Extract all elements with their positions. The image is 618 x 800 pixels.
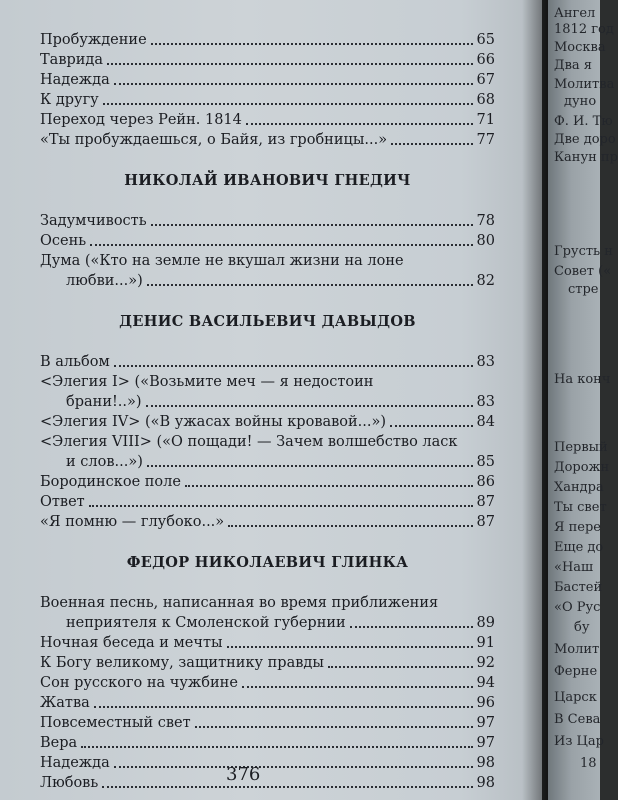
toc-entry: [40, 412, 495, 432]
toc-entry-page: 94: [476, 675, 495, 691]
toc-entry: [40, 492, 495, 512]
toc-entry-page: 86: [476, 474, 495, 490]
facing-page-fragment: В Сева: [554, 712, 601, 727]
toc-entry: [40, 633, 495, 653]
toc-entry-page: 91: [476, 635, 495, 651]
toc-entry: [40, 472, 495, 492]
toc-entry-title: Задумчивость: [40, 213, 147, 229]
toc-entry-title: <Элегия VIII> («О пощади! — Зачем волшебство ласк: [40, 434, 458, 450]
toc-section: [40, 554, 495, 793]
toc-entry-page: 97: [476, 715, 495, 731]
toc-entry: [40, 30, 495, 50]
toc-entry-page: 65: [476, 32, 495, 48]
toc-entry: [40, 231, 495, 251]
dot-leader: [227, 646, 473, 648]
dot-leader: [147, 465, 473, 467]
toc-entry-title: Военная песнь, написанная во время приближения: [40, 595, 439, 611]
toc-entry: [40, 432, 495, 452]
facing-page-fragment: 1812 год: [554, 22, 614, 37]
dot-leader: [81, 746, 472, 748]
facing-page-fragment: Бастей: [554, 580, 603, 595]
facing-page-fragment: Царск: [554, 690, 597, 705]
toc-entry-title: Переход через Рейн. 1814: [40, 112, 242, 128]
toc-entry-page: 96: [476, 695, 495, 711]
facing-page-fragment: Ф. И. Тю: [554, 114, 613, 129]
dot-leader: [114, 365, 473, 367]
author-heading: НИКОЛАЙ ИВАНОВИЧ ГНЕДИЧ: [124, 172, 411, 189]
toc-entry-title: Таврида: [40, 52, 103, 68]
toc-entry-title: К Богу великому, защитнику правды: [40, 655, 324, 671]
dot-leader: [147, 284, 473, 286]
toc-entry-page: 98: [476, 755, 495, 771]
author-heading: ФЕДОР НИКОЛАЕВИЧ ГЛИНКА: [126, 554, 409, 571]
facing-page-fragment: Ангел: [554, 6, 596, 21]
toc-entry-title: «Я помню — глубоко...»: [40, 514, 225, 530]
toc-entry-title-cont: брани!..»): [66, 394, 142, 410]
toc-entry-page: 89: [476, 615, 495, 631]
toc-entry: [40, 733, 495, 753]
toc-entry: [40, 352, 495, 372]
toc-entry-continuation: [40, 452, 495, 472]
toc-entry-page: 83: [476, 354, 495, 370]
toc-entry-continuation: [40, 271, 495, 291]
dot-leader: [90, 244, 472, 246]
toc-entry-page: 78: [476, 213, 495, 229]
toc-entry-title: <Элегия I> («Возьмите меч — я недостоин: [40, 374, 374, 390]
dot-leader: [102, 786, 472, 788]
dot-leader: [107, 63, 473, 65]
table-of-contents: [40, 30, 495, 793]
facing-page-fragment: Ты свет: [554, 500, 607, 515]
toc-entry-title-cont: любви...»): [66, 273, 143, 289]
dot-leader: [94, 706, 473, 708]
facing-page-fragment: «Наш: [554, 560, 594, 575]
toc-entry-title-cont: неприятеля к Смоленской губернии: [66, 615, 346, 631]
toc-entry-page: 84: [476, 414, 495, 430]
toc-entry-title: Надежда: [40, 72, 110, 88]
toc-entry-title-cont: и слов...»): [66, 454, 143, 470]
toc-entry: [40, 773, 495, 793]
facing-page-fragment: Первый: [554, 440, 608, 455]
toc-entry: [40, 673, 495, 693]
toc-entry-title: Надежда: [40, 755, 110, 771]
dot-leader: [185, 485, 473, 487]
facing-page-fragment: Канун пр: [554, 150, 618, 165]
dot-leader: [151, 224, 473, 226]
facing-page-fragment: бу: [574, 620, 590, 635]
toc-entry-page: 82: [476, 273, 495, 289]
toc-entry-page: 87: [476, 514, 495, 530]
toc-entry-page: 98: [476, 775, 495, 791]
toc-entry: [40, 90, 495, 110]
toc-entry-title: К другу: [40, 92, 99, 108]
facing-page-fragment: Еще до: [554, 540, 604, 555]
dot-leader: [228, 525, 472, 527]
toc-entry: [40, 50, 495, 70]
facing-page-fragment: Москва: [554, 40, 606, 55]
dot-leader: [350, 626, 473, 628]
toc-entry-page: 83: [476, 394, 495, 410]
toc-entry-title: Жатва: [40, 695, 90, 711]
toc-entry: [40, 211, 495, 231]
facing-page-fragment: Две доро: [554, 132, 616, 147]
facing-page-fragment: Из Цар: [554, 734, 604, 749]
toc-entry-title: Сон русского на чужбине: [40, 675, 238, 691]
facing-page-fragment: дуно: [564, 94, 597, 109]
dot-leader: [242, 686, 473, 688]
toc-entry: [40, 251, 495, 271]
dot-leader: [146, 405, 473, 407]
author-heading: ДЕНИС ВАСИЛЬЕВИЧ ДАВЫДОВ: [119, 313, 416, 330]
toc-entry-title: Бородинское поле: [40, 474, 181, 490]
toc-entry-title: Повсеместный свет: [40, 715, 191, 731]
toc-entry-title: Пробуждение: [40, 32, 147, 48]
toc-entry: [40, 693, 495, 713]
toc-entry: [40, 512, 495, 532]
toc-entry-title: «Ты пробуждаешься, о Байя, из гробницы...»: [40, 132, 388, 148]
toc-entry-page: 71: [476, 112, 495, 128]
toc-entry-page: 67: [476, 72, 495, 88]
toc-entry-page: 87: [476, 494, 495, 510]
toc-entry-page: 66: [476, 52, 495, 68]
toc-entry: [40, 130, 495, 150]
toc-entry: [40, 593, 495, 613]
toc-entry-title: Ответ: [40, 494, 85, 510]
toc-entry-page: 80: [476, 233, 495, 249]
toc-section: [40, 30, 495, 150]
facing-page-fragment: На конч: [554, 372, 611, 387]
toc-entry: [40, 70, 495, 90]
dot-leader: [328, 666, 473, 668]
facing-page: [548, 0, 618, 800]
toc-entry: [40, 372, 495, 392]
facing-page-fragment: 18: [580, 756, 597, 771]
toc-entry: [40, 713, 495, 733]
facing-page-fragment: «О Рус: [554, 600, 601, 615]
page-number: 376: [226, 764, 261, 785]
dot-leader: [114, 83, 473, 85]
facing-page-fragment: Грусть н: [554, 244, 613, 259]
toc-entry-page: 92: [476, 655, 495, 671]
toc-section: [40, 172, 495, 291]
toc-entry-title: Дума («Кто на земле не вкушал жизни на лоне: [40, 253, 404, 269]
toc-entry-continuation: [40, 613, 495, 633]
toc-entry: [40, 110, 495, 130]
facing-page-fragment: стре: [568, 282, 599, 297]
toc-entry-title: В альбом: [40, 354, 110, 370]
toc-entry-page: 85: [476, 454, 495, 470]
toc-entry: [40, 653, 495, 673]
toc-entry-title: Ночная беседа и мечты: [40, 635, 223, 651]
dot-leader: [89, 505, 473, 507]
facing-page-fragment: Совет («: [554, 264, 612, 279]
dot-leader: [103, 103, 473, 105]
dot-leader: [114, 766, 473, 768]
dot-leader: [246, 123, 473, 125]
facing-page-fragment: Молитва: [554, 77, 615, 92]
facing-page-fragment: Два я: [554, 58, 592, 73]
dot-leader: [195, 726, 473, 728]
dot-leader: [390, 425, 473, 427]
toc-entry: [40, 753, 495, 773]
toc-entry-title: <Элегия IV> («В ужасах войны кровавой...»): [40, 414, 387, 430]
facing-page-fragment: Хандра: [554, 480, 604, 495]
toc-entry-title: Любовь: [40, 775, 99, 791]
toc-section: [40, 313, 495, 532]
dot-leader: [391, 143, 472, 145]
toc-entry-continuation: [40, 392, 495, 412]
toc-entry-title: Осень: [40, 233, 87, 249]
toc-entry-page: 97: [476, 735, 495, 751]
facing-page-fragment: Я пере: [554, 520, 602, 535]
facing-page-fragment: Дорожн: [554, 460, 610, 475]
facing-page-fragment: Молит: [554, 642, 600, 657]
dot-leader: [151, 43, 473, 45]
facing-page-fragment: Ферне: [554, 664, 598, 679]
toc-entry-title: Вера: [40, 735, 78, 751]
toc-entry-page: 68: [476, 92, 495, 108]
toc-entry-page: 77: [476, 132, 495, 148]
